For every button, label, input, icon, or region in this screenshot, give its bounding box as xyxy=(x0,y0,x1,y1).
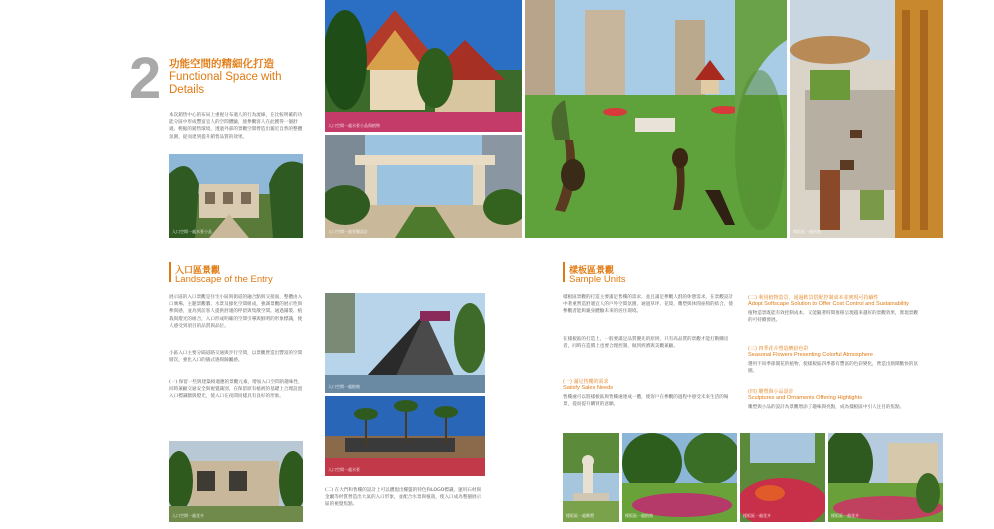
sample-note3-cn: (三) 四季花卉塑造繽紛色彩 xyxy=(748,346,809,352)
section-title-en: Functional Space with Details xyxy=(169,71,282,96)
sample-title-en: Sample Units xyxy=(569,274,626,285)
entry-title-bar xyxy=(169,262,171,282)
sample-title-cn: 樣板區景觀 xyxy=(569,266,615,276)
sample-note4-en: Sculptures and Ornaments Offering Highlights xyxy=(748,395,863,401)
sample-note1-body: 售樓處可以將樣板區與售樓處連成一體，使客戶在參觀的過程中感受未來生活的場景，從而提升購買的意願。 xyxy=(563,395,729,408)
photo-sample-flowerbed-3 xyxy=(828,433,943,522)
entry-body-3: (一) 保留一些與建築相適應的景觀元素，增加入口空間的趣味性，同時兼顧交通安全與視覺識別，在保留原有植被的基礎上合理設置入口標識牆與燈光，使入口在夜間同樣具有良好的形象。 xyxy=(169,380,303,400)
section-intro: 本次銷售中心的布局上重視分布適人的行為流線，在比較明確的功能分區中形成豐富宜人的空間體驗，使參觀客人在此獲得一個舒適、輕鬆的銷售環境，透過外部的景觀空間營造出親近自然的整體氛圍，從而達到提升銷售品質的效果。 xyxy=(169,113,303,140)
sample-note1-cn: (一) 滿足售樓的需求 xyxy=(563,379,609,385)
sample-body-2: 在樣板區的打造上，一般要滿足品質優先的原則，只有高品質的景觀才能打動購房者，同時在造價上也要合理控制，做到經濟與美觀兼顧。 xyxy=(563,337,729,350)
photo-caption: 樣板區一處花卉 xyxy=(831,513,859,518)
sample-note3-en: Seasonal Flowers Presenting Colorful Atmosphere xyxy=(748,352,873,358)
photo-caption: 入口空間一處水景 xyxy=(328,467,360,472)
photo-caption: 入口空間一處花卉 xyxy=(172,513,204,518)
sample-note4-body: 雕塑與小品的設計為景觀增添了趣味與亮點，成為樣板區中引人注目的焦點。 xyxy=(748,405,905,410)
entry-title-en: Landscape of the Entry xyxy=(175,274,273,285)
photo-entry-gate xyxy=(325,135,522,238)
photo-caption: 入口空間一處景觀設計 xyxy=(328,229,368,234)
photo-caption: 樣板區一處雕塑 xyxy=(566,513,594,518)
entry-body-1: 展示區的入口景觀是住宅小區與街道的融合點與交接面，整體由入口廣場、主題景觀牆、水景及綠化空間組成，強調景觀的展示性與參與感，並為到訪客人提供舒適的停留與集散空間。通過鋪裝、植栽與燈光的組合，入口形成明確的空間引導與鮮明的形象標識，使人感受到項目的品質與品位。 xyxy=(169,295,303,329)
photo-sample-lawn-sculptures xyxy=(525,0,787,238)
sample-note1-en: Satisfy Sales Needs xyxy=(563,385,614,391)
photo-entry-palms-sign xyxy=(325,396,485,476)
section-title-cn: 功能空間的精細化打造 xyxy=(169,58,274,70)
photo-caption: 入口空間一處水景小品與植物 xyxy=(328,123,380,128)
sample-note2-en: Adopt Softscape Solution to Offer Cost Control and Sustainability xyxy=(748,301,909,307)
photo-caption: 入口空間一處植被 xyxy=(328,384,360,389)
photo-sample-terrace xyxy=(790,0,943,238)
sample-note4-cn: (四) 雕塑與小品設計 xyxy=(748,389,794,395)
photo-entry-water-feature xyxy=(325,293,485,393)
photo-sample-flowerbed-2 xyxy=(740,433,825,522)
photo-caption: 樣板區一處植被 xyxy=(625,513,653,518)
entry-body-2: 小區入口主要分隔道路交通與步行空間，以景觀營造出豐富的空間層次，強化入口的儀式感與歸屬感。 xyxy=(169,351,303,364)
photo-courtyard-palms xyxy=(169,154,303,238)
sample-note2-body: 植物造景既能有效控制成本，又能隨著時間推移呈現越來越好的景觀效果，實現景觀的可持續發展。 xyxy=(748,311,918,324)
photo-caption: 樣板區一處植被 xyxy=(793,229,821,234)
photo-sample-flowerbed-1 xyxy=(622,433,737,522)
photo-entry-villa xyxy=(169,441,303,522)
sample-body-1: 樣板區景觀的打造主要滿足售樓的需求，並且滿足參觀人群的休憩需求，在景觀設計中著重營造舒適宜人的戶外空間氛圍，通過草坪、花境、雕塑與休閒座椅的結合，使參觀者能夠親身體驗未來的居住環境。 xyxy=(563,295,733,315)
photo-caption: 樣板區一處花卉 xyxy=(743,513,771,518)
photo-sample-statue xyxy=(563,433,619,522)
photo-caption: 入口空間一處水景小品 xyxy=(172,229,212,234)
entry-title-cn: 入口區景觀 xyxy=(175,266,221,276)
photo-thai-pavilion xyxy=(325,0,522,132)
entry-body-4: (二) 在大門和售樓的設計上可以體現出樓盤的特色和LOGO標識，運用石材與金屬等材質營造出大氣的入口形象，並配合水景與植栽，使入口成為整個展示區的視覺焦點。 xyxy=(325,488,482,508)
section-number: 2 xyxy=(129,46,162,111)
sample-title-bar xyxy=(563,262,565,282)
sample-note3-body: 選用不同季節開花的植物，使樣板區四季都有豐富的色彩變化，營造出熱鬧歡快的氛圍。 xyxy=(748,362,918,375)
sample-note2-cn: (二) 利用植物造景，通過軟景搭配控制成本並實現可持續性 xyxy=(748,295,879,301)
